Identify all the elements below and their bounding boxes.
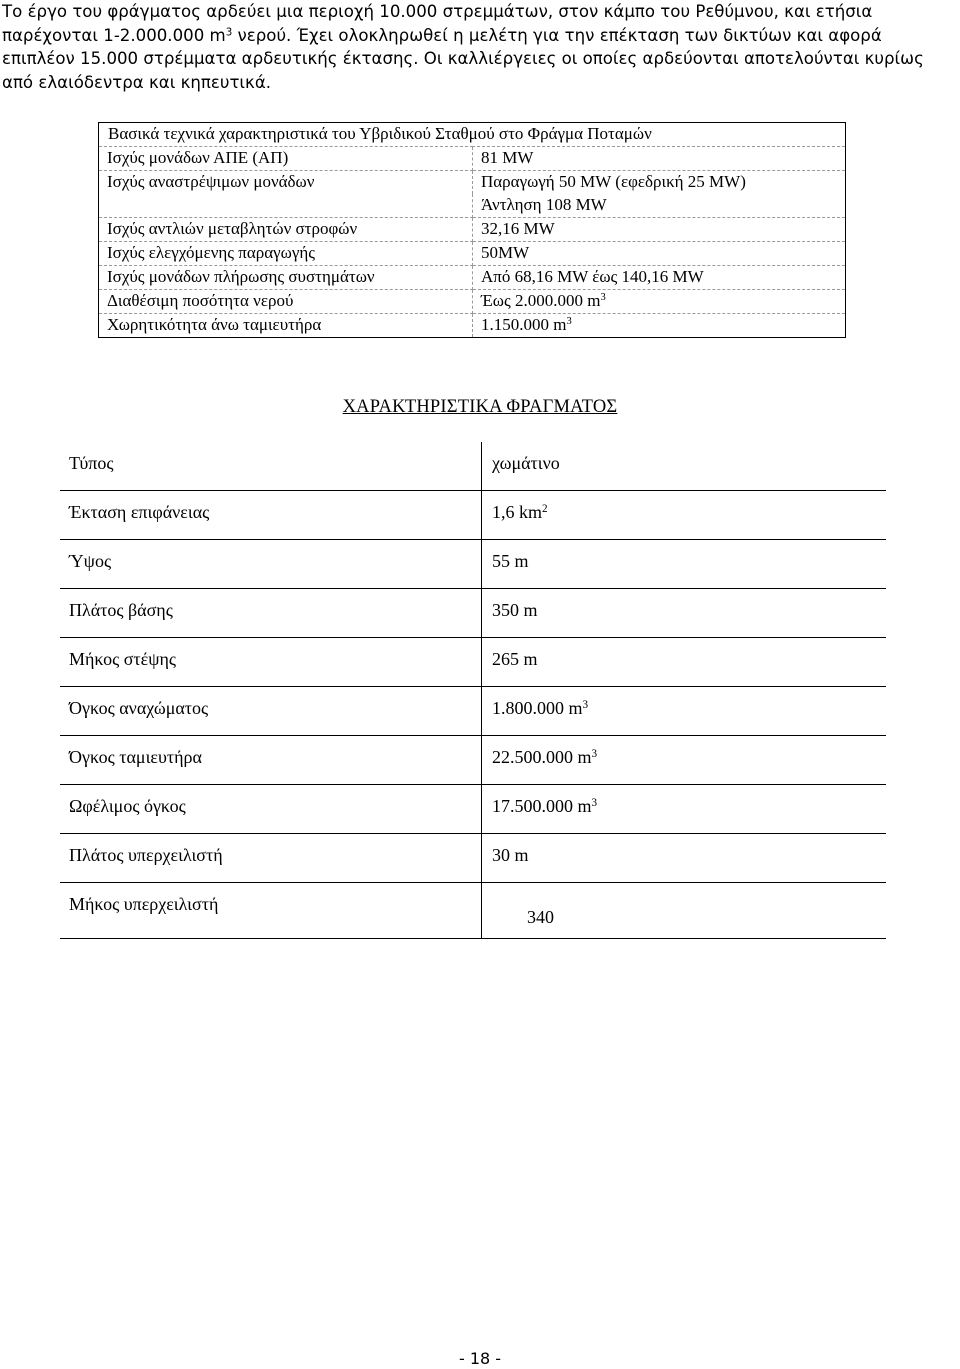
spec-label: Ισχύς αντλιών μεταβλητών στροφών	[99, 218, 473, 242]
intro-line	[2, 24, 958, 48]
spec-value: 32,16 MW	[473, 218, 846, 242]
intro-text: νερού. Έχει ολοκληρωθεί η μελέτη για την επέκταση των δικτύων και αφορά	[232, 25, 882, 45]
spec-label-empty	[99, 194, 473, 218]
dam-label: Όγκος αναχώματος	[60, 687, 482, 736]
spec-value: Από 68,16 MW έως 140,16 MW	[473, 266, 846, 290]
dam-label: Πλάτος βάσης	[60, 589, 482, 638]
spec-label: Ισχύς μονάδων ΑΠΕ (ΑΠ)	[99, 147, 473, 171]
table-row	[99, 171, 846, 195]
page-number: - 18 -	[458, 1349, 502, 1368]
value-text: 1.150.000 m	[481, 315, 567, 334]
dam-label: Ωφέλιμος όγκος	[60, 785, 482, 834]
hybrid-station-specs-table	[98, 122, 846, 338]
dam-value: 55 m	[482, 540, 887, 589]
dam-label: Όγκος ταμιευτήρα	[60, 736, 482, 785]
superscript: 3	[582, 698, 589, 711]
table-row	[60, 442, 886, 491]
dam-section-title: ΧΑΡΑΚΤΗΡΙΣΤΙΚΑ ΦΡΑΓΜΑΤΟΣ	[342, 397, 618, 417]
spec-value	[473, 314, 846, 338]
table-row	[60, 736, 886, 785]
table-row	[60, 638, 886, 687]
dam-label: Πλάτος υπερχειλιστή	[60, 834, 482, 883]
dam-value: 350 m	[482, 589, 887, 638]
table-row	[99, 266, 846, 290]
table-row	[99, 242, 846, 266]
spec-value: Άντληση 108 MW	[473, 194, 846, 218]
dam-label: Μήκος στέψης	[60, 638, 482, 687]
spec-label: Ισχύς αναστρέψιμων μονάδων	[99, 171, 473, 195]
dam-value: 1.800.000 $m^3$	[482, 687, 887, 736]
value-text: Έως 2.000.000 m	[481, 291, 601, 310]
table-row	[60, 540, 886, 589]
superscript: 3	[591, 747, 598, 760]
superscript: 3	[566, 316, 572, 328]
dam-value: 265 m	[482, 638, 887, 687]
table-row	[99, 290, 846, 314]
dam-label: Μήκος υπερχειλιστή	[60, 883, 482, 939]
dam-label: Τύπος	[60, 442, 482, 491]
spec-label: Ισχύς μονάδων πλήρωσης συστημάτων	[99, 266, 473, 290]
table-row	[99, 147, 846, 171]
spec-value: 50MW	[473, 242, 846, 266]
dam-value: 1,6 $km^2$	[482, 491, 887, 540]
superscript: 2	[542, 502, 548, 515]
intro-line: από ελαιόδεντρα και κηπευτικά.	[2, 72, 272, 92]
table-row	[60, 687, 886, 736]
spec-label: Διαθέσιμη ποσότητα νερού	[99, 290, 473, 314]
table-row	[60, 883, 886, 939]
intro-text: παρέχονται 1-2.000.000 m	[2, 25, 226, 45]
table-row	[60, 491, 886, 540]
superscript: 3	[225, 25, 233, 38]
table-row	[99, 194, 846, 218]
table-row	[60, 589, 886, 638]
dam-label: Ύψος	[60, 540, 482, 589]
dam-value: 22.500.000 $m^3$	[482, 736, 887, 785]
table-title-row	[99, 123, 846, 147]
table-row	[60, 785, 886, 834]
dam-value: 340	[482, 883, 887, 939]
spec-value	[473, 290, 846, 314]
dam-value: 17.500.000 $m^3$	[482, 785, 887, 834]
table-row	[99, 314, 846, 338]
superscript: 3	[591, 796, 598, 809]
spec-label: Ισχύς ελεγχόμενης παραγωγής	[99, 242, 473, 266]
dam-value: χωμάτινο	[482, 442, 887, 491]
spec-value: 81 MW	[473, 147, 846, 171]
dam-label: Έκταση επιφάνειας	[60, 491, 482, 540]
superscript: 3	[600, 292, 606, 304]
table-row	[99, 218, 846, 242]
spec-value: Παραγωγή 50 MW (εφεδρική 25 MW)	[481, 172, 746, 191]
spec-label: Χωρητικότητα άνω ταμιευτήρα	[99, 314, 473, 338]
table-row	[60, 834, 886, 883]
intro-paragraph	[2, 0, 958, 94]
dam-value: 30 m	[482, 834, 887, 883]
intro-line: Το έργο του φράγματος αρδεύει μια περιοχή 10.000 στρεμμάτων, στον κάμπο του Ρεθύμνου, και ετήσια	[2, 2, 873, 21]
table-title: Βασικά τεχνικά χαρακτηριστικά του Υβριδικού Σταθμού στο Φράγμα Ποταμών	[99, 123, 846, 147]
intro-line: επιπλέον 15.000 στρέμματα αρδευτικής έκτασης. Οι καλλιέργειες οι οποίες αρδεύονται αποτελούνται κυρίως	[2, 49, 924, 68]
dam-specs-table	[60, 442, 886, 939]
